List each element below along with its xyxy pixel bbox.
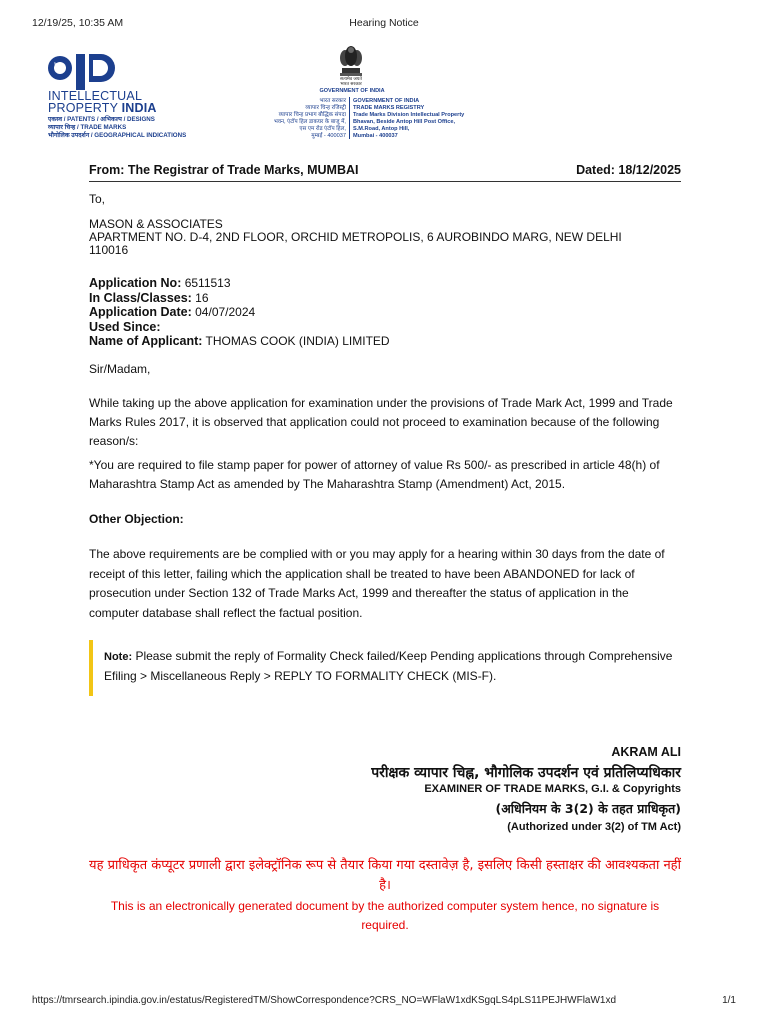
emblem-caption-2: भारत सरकार — [340, 81, 362, 86]
note-box — [89, 640, 681, 696]
english-address-block — [353, 98, 513, 140]
hindi-address-line: व्यापार चिन्ह प्रभाग बौद्धिक संपदा — [278, 112, 346, 118]
page-url: https://tmrsearch.ipindia.gov.in/estatus/RegisteredTM/ShowCorrespondence?CRS_NO=WFlaW1xdKSgqLS4pLS11PEJHWFlaW1xd — [32, 995, 617, 1006]
other-objection-heading: Other Objection: — [89, 512, 184, 526]
print-title: Hearing Notice — [349, 17, 419, 29]
detail-label: Name of Applicant: — [89, 334, 203, 348]
detail-row-date — [89, 305, 681, 320]
detail-row-class — [89, 291, 681, 306]
emblem-caption — [316, 76, 386, 86]
detail-row-used-since — [89, 320, 681, 335]
recipient-address — [89, 218, 681, 257]
detail-row-applicant — [89, 334, 681, 349]
authorization-hindi: (अधिनियम के 3(2) के तहत प्राधिकृत) — [495, 801, 681, 816]
logo-sub-2: व्यापार चिन्ह / TRADE MARKS — [48, 123, 127, 131]
english-address-line: Mumbai - 400037 — [353, 133, 398, 139]
page-number: 1/1 — [722, 995, 736, 1006]
paragraph-examination: While taking up the above application for examination under the provisions of Trade Mark Act, 1999 and Trade Marks Rules 2017, it is observed that application could not proceed to examination because of the following reason/s: — [89, 396, 673, 448]
disclaimer-english: This is an electronically generated document by the authorized computer system hence, no signature is required. — [110, 899, 660, 932]
address-line-1: MASON & ASSOCIATES — [89, 217, 223, 231]
print-header — [32, 17, 736, 31]
english-address-line: Trade Marks Division Intellectual Property — [353, 112, 465, 118]
salutation: Sir/Madam, — [89, 362, 151, 376]
authorization: (Authorized under 3(2) of TM Act) — [507, 821, 681, 833]
examiner-title: EXAMINER OF TRADE MARKS, G.I. & Copyrights — [424, 783, 681, 795]
english-address-line: Bhavan, Beside Antop Hill Post Office, — [353, 119, 456, 125]
detail-label: In Class/Classes: — [89, 290, 192, 305]
note-text: Please submit the reply of Formality Check failed/Keep Pending applications through Comprehensive Efiling > Miscellaneous Reply > REPLY TO FORMALITY CHECK (MIS-F). — [104, 649, 673, 683]
application-details — [89, 276, 681, 349]
detail-value: THOMAS COOK (INDIA) LIMITED — [202, 334, 390, 348]
paragraph-hearing: The above requirements are be complied with or you may apply for a hearing within 30 days from the date of receipt of this letter, failing which the application shall be treated to have been ABANDONED for lack of prosecution under Section 132 of Trade Marks Act, 1999 and thereafter the status of application in the computer database shall reflect the factual position. — [89, 547, 665, 620]
address-line-3: 110016 — [89, 243, 129, 257]
paragraph-requirement: *You are required to file stamp paper for power of attorney of value Rs 500/- as prescribed in article 48(h) of Maharashtra Stamp Act as amended by The Maharashtra Stamp (Amendment) Act, 2015. — [89, 458, 660, 491]
address-divider — [349, 97, 350, 139]
print-timestamp: 12/19/25, 10:35 AM — [32, 17, 124, 29]
english-address-line: GOVERNMENT OF INDIA — [353, 98, 420, 104]
government-line: GOVERNMENT OF INDIA — [319, 88, 385, 94]
hindi-address-line: भवन, एंटॉप हिल डाकघर के बाजू में, — [273, 119, 346, 125]
logo-subtitle — [48, 116, 186, 139]
detail-value: 16 — [191, 290, 209, 305]
hindi-address-line: व्यापार चिन्ह रजिस्ट्री — [305, 105, 346, 111]
examiner-name: AKRAM ALI — [611, 745, 681, 759]
from-line: From: The Registrar of Trade Marks, MUMBAI — [89, 163, 359, 177]
english-address-line: S.M.Road, Antop Hill, — [353, 126, 410, 132]
logo-line2b: INDIA — [121, 101, 157, 115]
emblem-caption-1: सत्यमेव जयते — [340, 76, 362, 81]
detail-label: Application Date: — [89, 305, 192, 319]
logo-line2a: PROPERTY — [48, 101, 118, 115]
detail-value: 04/07/2024 — [191, 305, 256, 319]
hindi-address-line: मुम्बई - 400037 — [311, 133, 346, 139]
hindi-address-line: भारत सरकार — [319, 98, 346, 104]
note-label: Note: — [104, 651, 133, 663]
detail-label: Application No: — [89, 276, 182, 290]
logo-line1: INTELLECTUAL — [48, 89, 143, 103]
ip-india-logo — [46, 48, 116, 94]
hindi-address-block — [228, 98, 346, 140]
disclaimer-hindi: यह प्राधिकृत कंप्यूटर प्रणाली द्वारा इलेक्ट्रॉनिक रूप से तैयार किया गया दस्तावेज़ है, इसलिए किसी हस्ताक्षर की आवश्यकता नहीं है। — [89, 858, 681, 893]
to-line: To, — [89, 192, 106, 206]
detail-value: 6511513 — [181, 276, 231, 290]
logo-sub-3: भौगोलिक उपदर्शन / GEOGRAPHICAL INDICATIONS — [48, 131, 187, 139]
logo-wordmark — [48, 90, 157, 114]
examiner-title-hindi: परीक्षक व्यापार चिह्न, भौगोलिक उपदर्शन एवं प्रतिलिप्यधिकार — [371, 765, 681, 781]
detail-label: Used Since: — [89, 319, 161, 334]
hindi-address-line: एस एम रोड एंटॉप हिल, — [299, 126, 346, 132]
english-address-line: TRADE MARKS REGISTRY — [353, 105, 425, 111]
header-rule — [89, 181, 681, 182]
address-line-2: APARTMENT NO. D-4, 2ND FLOOR, ORCHID METROPOLIS, 6 AUROBINDO MARG, NEW DELHI — [89, 230, 622, 244]
logo-sub-1: एकस्व / PATENTS / अभिकल्प / DESIGNS — [48, 116, 155, 123]
print-footer — [32, 995, 736, 1009]
detail-row-application-no — [89, 276, 681, 291]
from-row — [89, 163, 681, 181]
dated-line: Dated: 18/12/2025 — [576, 163, 681, 177]
